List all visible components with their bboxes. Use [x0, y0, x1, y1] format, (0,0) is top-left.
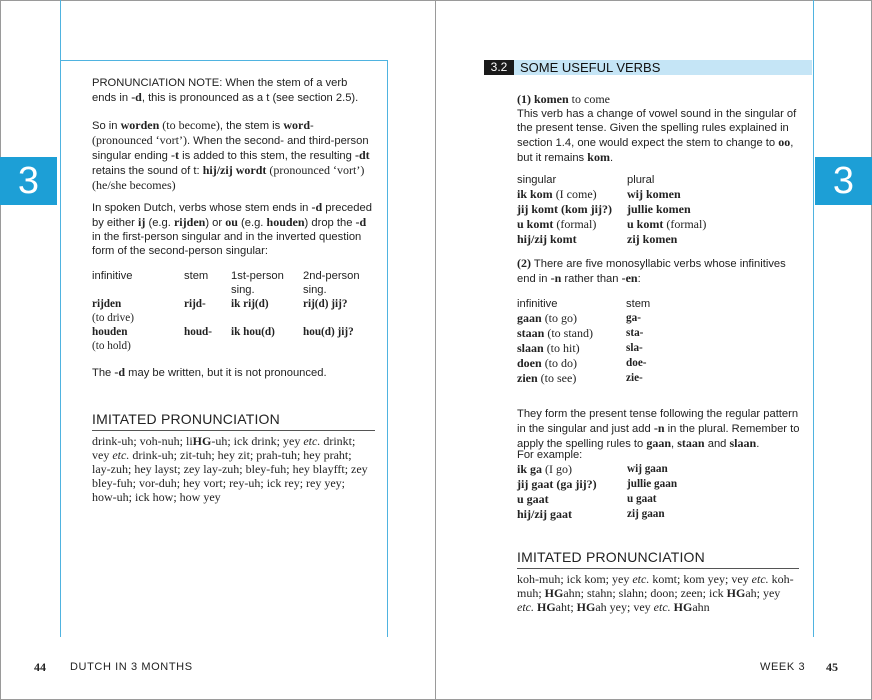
column-header: singular: [517, 174, 557, 186]
page-number-right: 45: [826, 660, 838, 674]
imitated-pronunciation-text: [517, 572, 809, 614]
table-row: (to hold): [92, 340, 131, 352]
pronunciation-line: drink-uh; voh-nuh; liHG-uh; ick drink; yey etc. drinkt;: [92, 434, 356, 448]
table-row: jij komt (kom jij?) jullie komen: [517, 202, 691, 216]
komen-paragraph: (1) komen to come This verb has a change of vowel sound in the singular of the present tense. Given the spelling rules explained in section 1.4, one would expect the stem to change to oo, but it remains kom.: [517, 92, 797, 164]
table-row: slaan (to hit) sla-: [517, 341, 643, 355]
section-number: 3.2: [484, 60, 514, 75]
table-row: hij/zij komt zij komen: [517, 232, 678, 246]
verb-stem-table: [92, 269, 360, 353]
example-label: For example:: [517, 449, 583, 461]
table-row: gaan (to go) ga-: [517, 311, 641, 325]
table-row: zien (to see) zie-: [517, 371, 643, 385]
pronunciation-line: koh-muh; ick kom; yey etc. komt; kom yey; vey etc. koh-: [517, 572, 794, 586]
table-row: u komt (formal) u komt (formal): [517, 217, 707, 231]
spine-gutter: [435, 0, 436, 700]
pronunciation-line: etc. HGaht; HGah yey; vey etc. HGahn: [517, 600, 710, 614]
column-header: sing.: [303, 284, 327, 296]
imitated-pronunciation-heading: IMITATED PRONUNCIATION: [517, 549, 705, 565]
table-header-row: [92, 283, 360, 297]
table-row: hij/zij gaat zij gaan: [517, 507, 665, 521]
table-row: ik kom (I come) wij komen: [517, 187, 681, 201]
column-header: plural: [627, 174, 655, 186]
left-margin-line: [60, 0, 61, 637]
table-row: u gaat u gaat: [517, 492, 657, 506]
left-right-rule: [387, 60, 388, 637]
section-title: SOME USEFUL VERBS: [520, 60, 661, 75]
pronunciation-note-1: PRONUNCIATION NOTE: When the stem of a verb ends in -d, this is pronounced as a t (see section 2.5).: [92, 77, 359, 104]
komen-conjugation-table: [517, 173, 706, 247]
regular-pattern-paragraph: They form the present tense following the regular pattern in the singular and just add -n in the plural. Remember to apply the spelling rules to gaan, staan and slaan.: [517, 408, 800, 450]
pronunciation-line: how-uh; ick how; how yey: [92, 490, 221, 504]
page-number-left: 44: [34, 660, 46, 674]
table-row: doen (to do) doe-: [517, 356, 647, 370]
table-row: rijden rijd- ik rij(d) rij(d) jij?: [92, 298, 348, 310]
column-header: 1st-person: [231, 270, 284, 282]
right-margin-line: [813, 0, 814, 637]
monosyllabic-verb-table: [517, 297, 650, 386]
monosyllabic-paragraph: (2) There are five monosyllabic verbs whose infinitives end in -n rather than -en:: [517, 256, 786, 285]
pronunciation-note-2: So in worden (to become), the stem is word- (pronounced ‘vort’). When the second- and third-person singular ending -t is added to this stem, the resulting -dt retains the sound of t: hij/zij wordt (pronounced ‘vort’) (he/she becomes): [92, 118, 370, 192]
chapter-tab-right: 3: [815, 157, 872, 205]
table-header-row: [517, 173, 706, 187]
table-row: (to drive): [92, 312, 134, 324]
column-header: stem: [184, 270, 209, 282]
column-header: stem: [626, 298, 651, 310]
table-header-row: [92, 269, 360, 283]
table-row: houden houd- ik hou(d) hou(d) jij?: [92, 326, 354, 338]
pronunciation-note-4: The -d may be written, but it is not pronounced.: [92, 365, 327, 379]
column-header: sing.: [231, 284, 255, 296]
table-row: ik ga (I go) wij gaan: [517, 462, 668, 476]
table-header-row: [517, 297, 650, 311]
chapter-tab-left: 3: [0, 157, 57, 205]
pronunciation-line: bley-fuh; vor-duh; hey vort; rey-uh; ick rey; rey yey;: [92, 476, 346, 490]
pronunciation-line: lay-zuh; hey layst; zey lay-zuh; bley-fuh; hey blayfft; zey: [92, 462, 368, 476]
table-row: jij gaat (ga jij?) jullie gaan: [517, 477, 678, 491]
imitated-pronunciation-heading: IMITATED PRONUNCIATION: [92, 411, 280, 427]
column-header: infinitive: [92, 270, 133, 282]
column-header: 2nd-person: [303, 270, 360, 282]
week-footer: WEEK 3: [760, 661, 806, 673]
column-header: infinitive: [517, 298, 558, 310]
heading-underline: [517, 568, 799, 569]
imitated-pronunciation-text: [92, 434, 382, 504]
left-top-rule: [60, 60, 387, 61]
table-row: staan (to stand) sta-: [517, 326, 644, 340]
gaan-conjugation-table: [517, 462, 677, 522]
pronunciation-line: vey etc. drink-uh; zit-tuh; hey zit; prah-tuh; hey praht;: [92, 448, 352, 462]
heading-underline: [92, 430, 375, 431]
book-title-footer: DUTCH IN 3 MONTHS: [70, 661, 193, 673]
pronunciation-line: muh; HGahn; stahn; slahn; doon; zeen; ick HGah; yey: [517, 586, 781, 600]
pronunciation-note-3: In spoken Dutch, verbs whose stem ends in -d preceded by either ij (e.g. rijden) or ou (e.g. houden) drop the -d in the first-person singular and in the inverted question form of the second-person singular:: [92, 200, 372, 257]
